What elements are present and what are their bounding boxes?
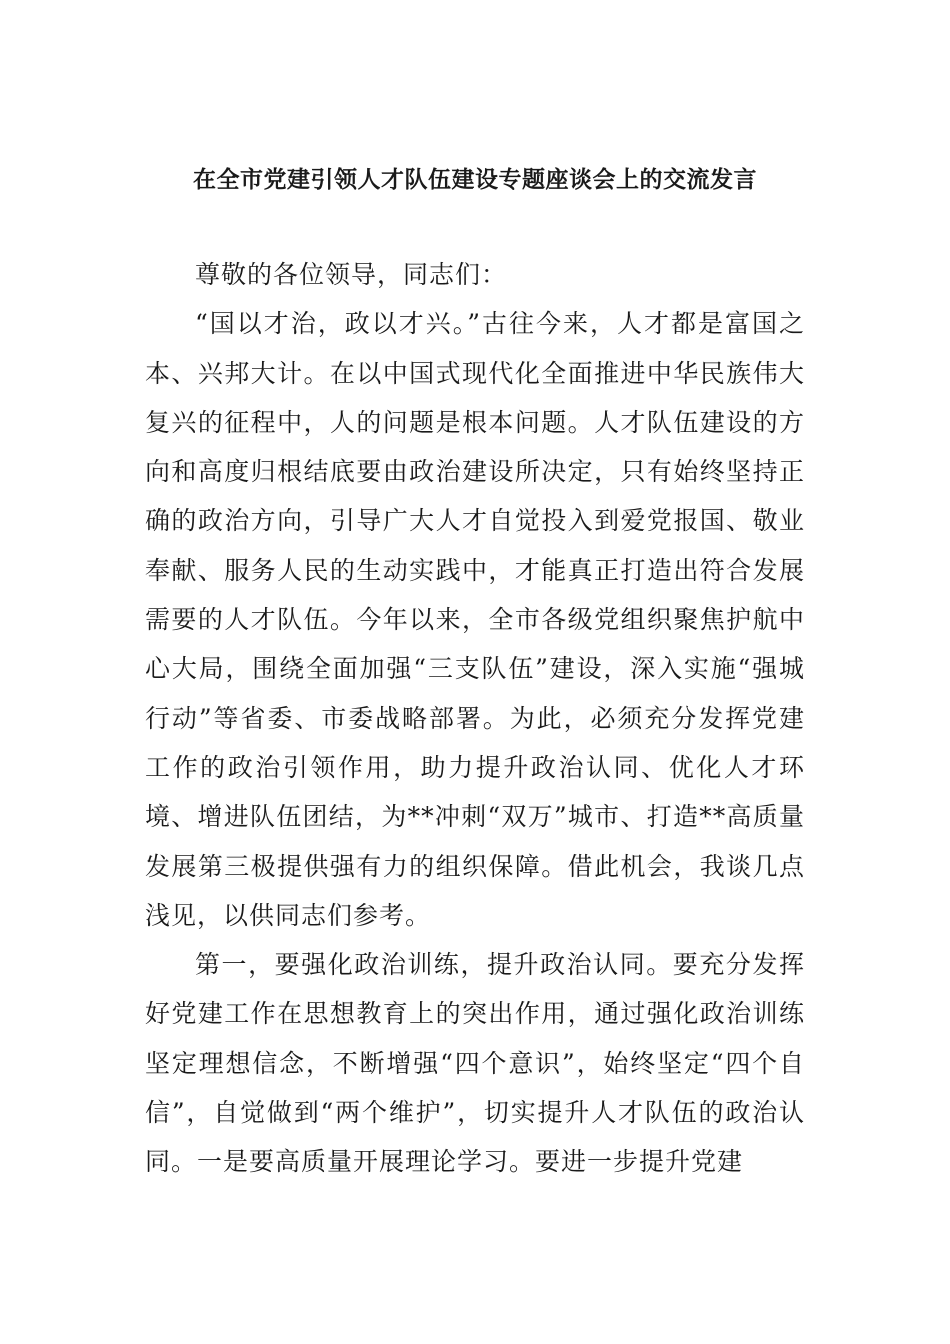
salutation: 尊敬的各位领导，同志们：	[195, 260, 508, 289]
paragraph-intro: “国以才治，政以才兴。”古往今来，人才都是富国之本、兴邦大计。在以中国式现代化全面推进中华民族伟大复兴的征程中，人的问题是根本问题。人才队伍建设的方向和高度归根结底要由政治建设所决定，只有始终坚持正确的政治方向，引导广大人才自觉投入到爱党报国、敬业奉献、服务人民的生动实践中，才能真正打造出符合发展需要的人才队伍。今年以来，全市各级党组织聚焦护航中心大局，围绕全面加强“三支队伍”建设，深入实施“强城行动”等省委、市委战略部署。为此，必须充分发挥党建工作的政治引领作用，助力提升政治认同、优化人才环境、增进队伍团结，为**冲刺“双万”城市、打造**高质量发展第三极提供强有力的组织保障。借此机会，我谈几点浅见，以供同志们参考。	[145, 309, 805, 930]
document-body	[145, 250, 805, 1187]
paragraph-first-point: 第一，要强化政治训练，提升政治认同。要充分发挥好党建工作在思想教育上的突出作用，通过强化政治训练坚定理想信念，不断增强“四个意识”，始终坚定“四个自信”，自觉做到“两个维护”，切实提升人才队伍的政治认同。一是要高质量开展理论学习。要进一步提升党建	[145, 950, 805, 1177]
document-title: 在全市党建引领人才队伍建设专题座谈会上的交流发言	[193, 167, 757, 193]
